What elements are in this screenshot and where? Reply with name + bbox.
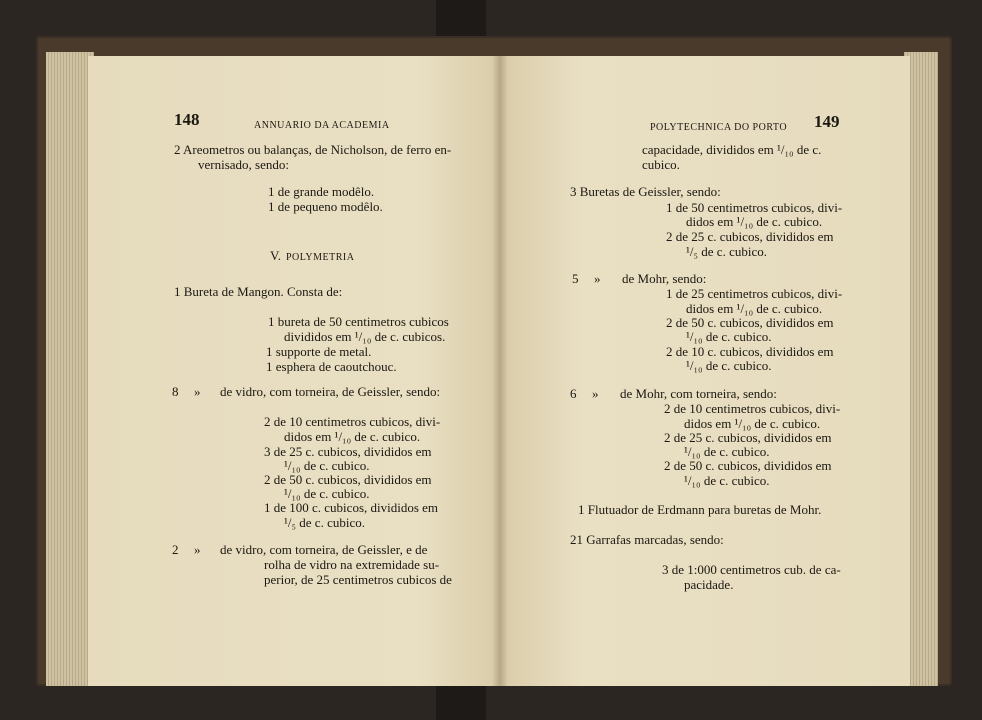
text-line: 1 de grande modêlo. xyxy=(268,184,375,199)
text-line: didos em ¹/₁₀ de c. cubico. xyxy=(684,416,821,431)
text-line: 3 de 25 c. cubicos, divididos em xyxy=(264,444,432,459)
text-line: vernisado, sendo: xyxy=(198,157,289,172)
text-line: ¹/₅ de c. cubico. xyxy=(686,244,767,259)
right-page-number: 149 xyxy=(814,112,840,131)
text-line: perior, de 25 centimetros cubicos de xyxy=(264,572,452,587)
text-line: ¹/₁₀ de c. cubico. xyxy=(284,486,370,501)
text-line: ¹/₁₀ de c. cubico. xyxy=(284,458,370,473)
text-line: 1 supporte de metal. xyxy=(266,344,372,359)
right-running-head: POLYTECHNICA DO PORTO xyxy=(650,122,788,133)
ditto-mark: » xyxy=(592,386,599,401)
quantity: 8 xyxy=(172,384,179,399)
page-edges-left xyxy=(46,52,94,686)
text-line: 2 de 10 c. cubicos, divididos em xyxy=(666,344,834,359)
right-page xyxy=(500,56,910,686)
text-line: 2 de 10 centimetros cubicos, divi- xyxy=(664,401,841,416)
text-line: de Mohr, com torneira, sendo: xyxy=(620,386,777,401)
text-line: 3 de 1:000 centimetros cub. de ca- xyxy=(662,562,841,577)
text-line: 21 Garrafas marcadas, sendo: xyxy=(570,532,724,547)
text-line: ¹/₁₀ de c. cubico. xyxy=(684,444,770,459)
text-line: 1 de pequeno modêlo. xyxy=(268,199,383,214)
text-line: ¹/₁₀ de c. cubico. xyxy=(684,473,770,488)
text-line: 1 de 100 c. cubicos, divididos em xyxy=(264,500,439,515)
section-title: POLYMETRIA xyxy=(286,252,355,263)
section-number: V. xyxy=(270,248,281,263)
text-line: rolha de vidro na extremidade su- xyxy=(264,557,440,572)
text-line: 1 bureta de 50 centimetros cubicos xyxy=(268,314,449,329)
text-line: ¹/₁₀ de c. cubico. xyxy=(686,329,772,344)
text-line: 2 de 50 c. cubicos, divididos em xyxy=(664,458,832,473)
text-line: pacidade. xyxy=(684,577,734,592)
quantity: 6 xyxy=(570,386,577,401)
text-line: didos em ¹/₁₀ de c. cubico. xyxy=(686,214,823,229)
text-line: de Mohr, sendo: xyxy=(622,271,707,286)
text-line: 2 Areometros ou balanças, de Nicholson, de ferro en- xyxy=(174,142,452,157)
text-line: 2 de 25 c. cubicos, divididos em xyxy=(664,430,832,445)
text-line: 3 Buretas de Geissler, sendo: xyxy=(570,184,721,199)
ditto-mark: » xyxy=(194,384,201,399)
quantity: 5 xyxy=(572,271,579,286)
text-line: 1 Flutuador de Erdmann para buretas de Mohr. xyxy=(578,502,822,517)
left-running-head: ANNUARIO DA ACADEMIA xyxy=(254,120,390,131)
text-line: 1 esphera de caoutchouc. xyxy=(266,359,397,374)
book-gutter xyxy=(492,56,508,686)
text-line: 1 de 25 centimetros cubicos, divi- xyxy=(666,286,843,301)
text-line: 1 Bureta de Mangon. Consta de: xyxy=(174,284,343,299)
text-line: didos em ¹/₁₀ de c. cubico. xyxy=(284,429,421,444)
text-line: 1 de 50 centimetros cubicos, divi- xyxy=(666,200,843,215)
text-line: cubico. xyxy=(642,157,680,172)
text-line: didos em ¹/₁₀ de c. cubico. xyxy=(686,301,823,316)
quantity: 2 xyxy=(172,542,179,557)
left-page xyxy=(88,56,500,686)
ditto-mark: » xyxy=(594,271,601,286)
left-page-number: 148 xyxy=(174,110,200,129)
text-line: divididos em ¹/₁₀ de c. cubicos. xyxy=(284,329,446,344)
text-line: de vidro, com torneira, de Geissler, sendo: xyxy=(220,384,441,399)
book-spine-bottom xyxy=(436,680,486,720)
text-line: de vidro, com torneira, de Geissler, e de xyxy=(220,542,428,557)
text-line: 2 de 50 c. cubicos, divididos em xyxy=(666,315,834,330)
text-line: ¹/₁₀ de c. cubico. xyxy=(686,358,772,373)
text-line: 2 de 10 centimetros cubicos, divi- xyxy=(264,414,441,429)
text-line: 2 de 50 c. cubicos, divididos em xyxy=(264,472,432,487)
text-line: ¹/₅ de c. cubico. xyxy=(284,515,365,530)
text-line: 2 de 25 c. cubicos, divididos em xyxy=(666,229,834,244)
ditto-mark: » xyxy=(194,542,201,557)
text-line: capacidade, divididos em ¹/₁₀ de c. xyxy=(642,142,822,157)
